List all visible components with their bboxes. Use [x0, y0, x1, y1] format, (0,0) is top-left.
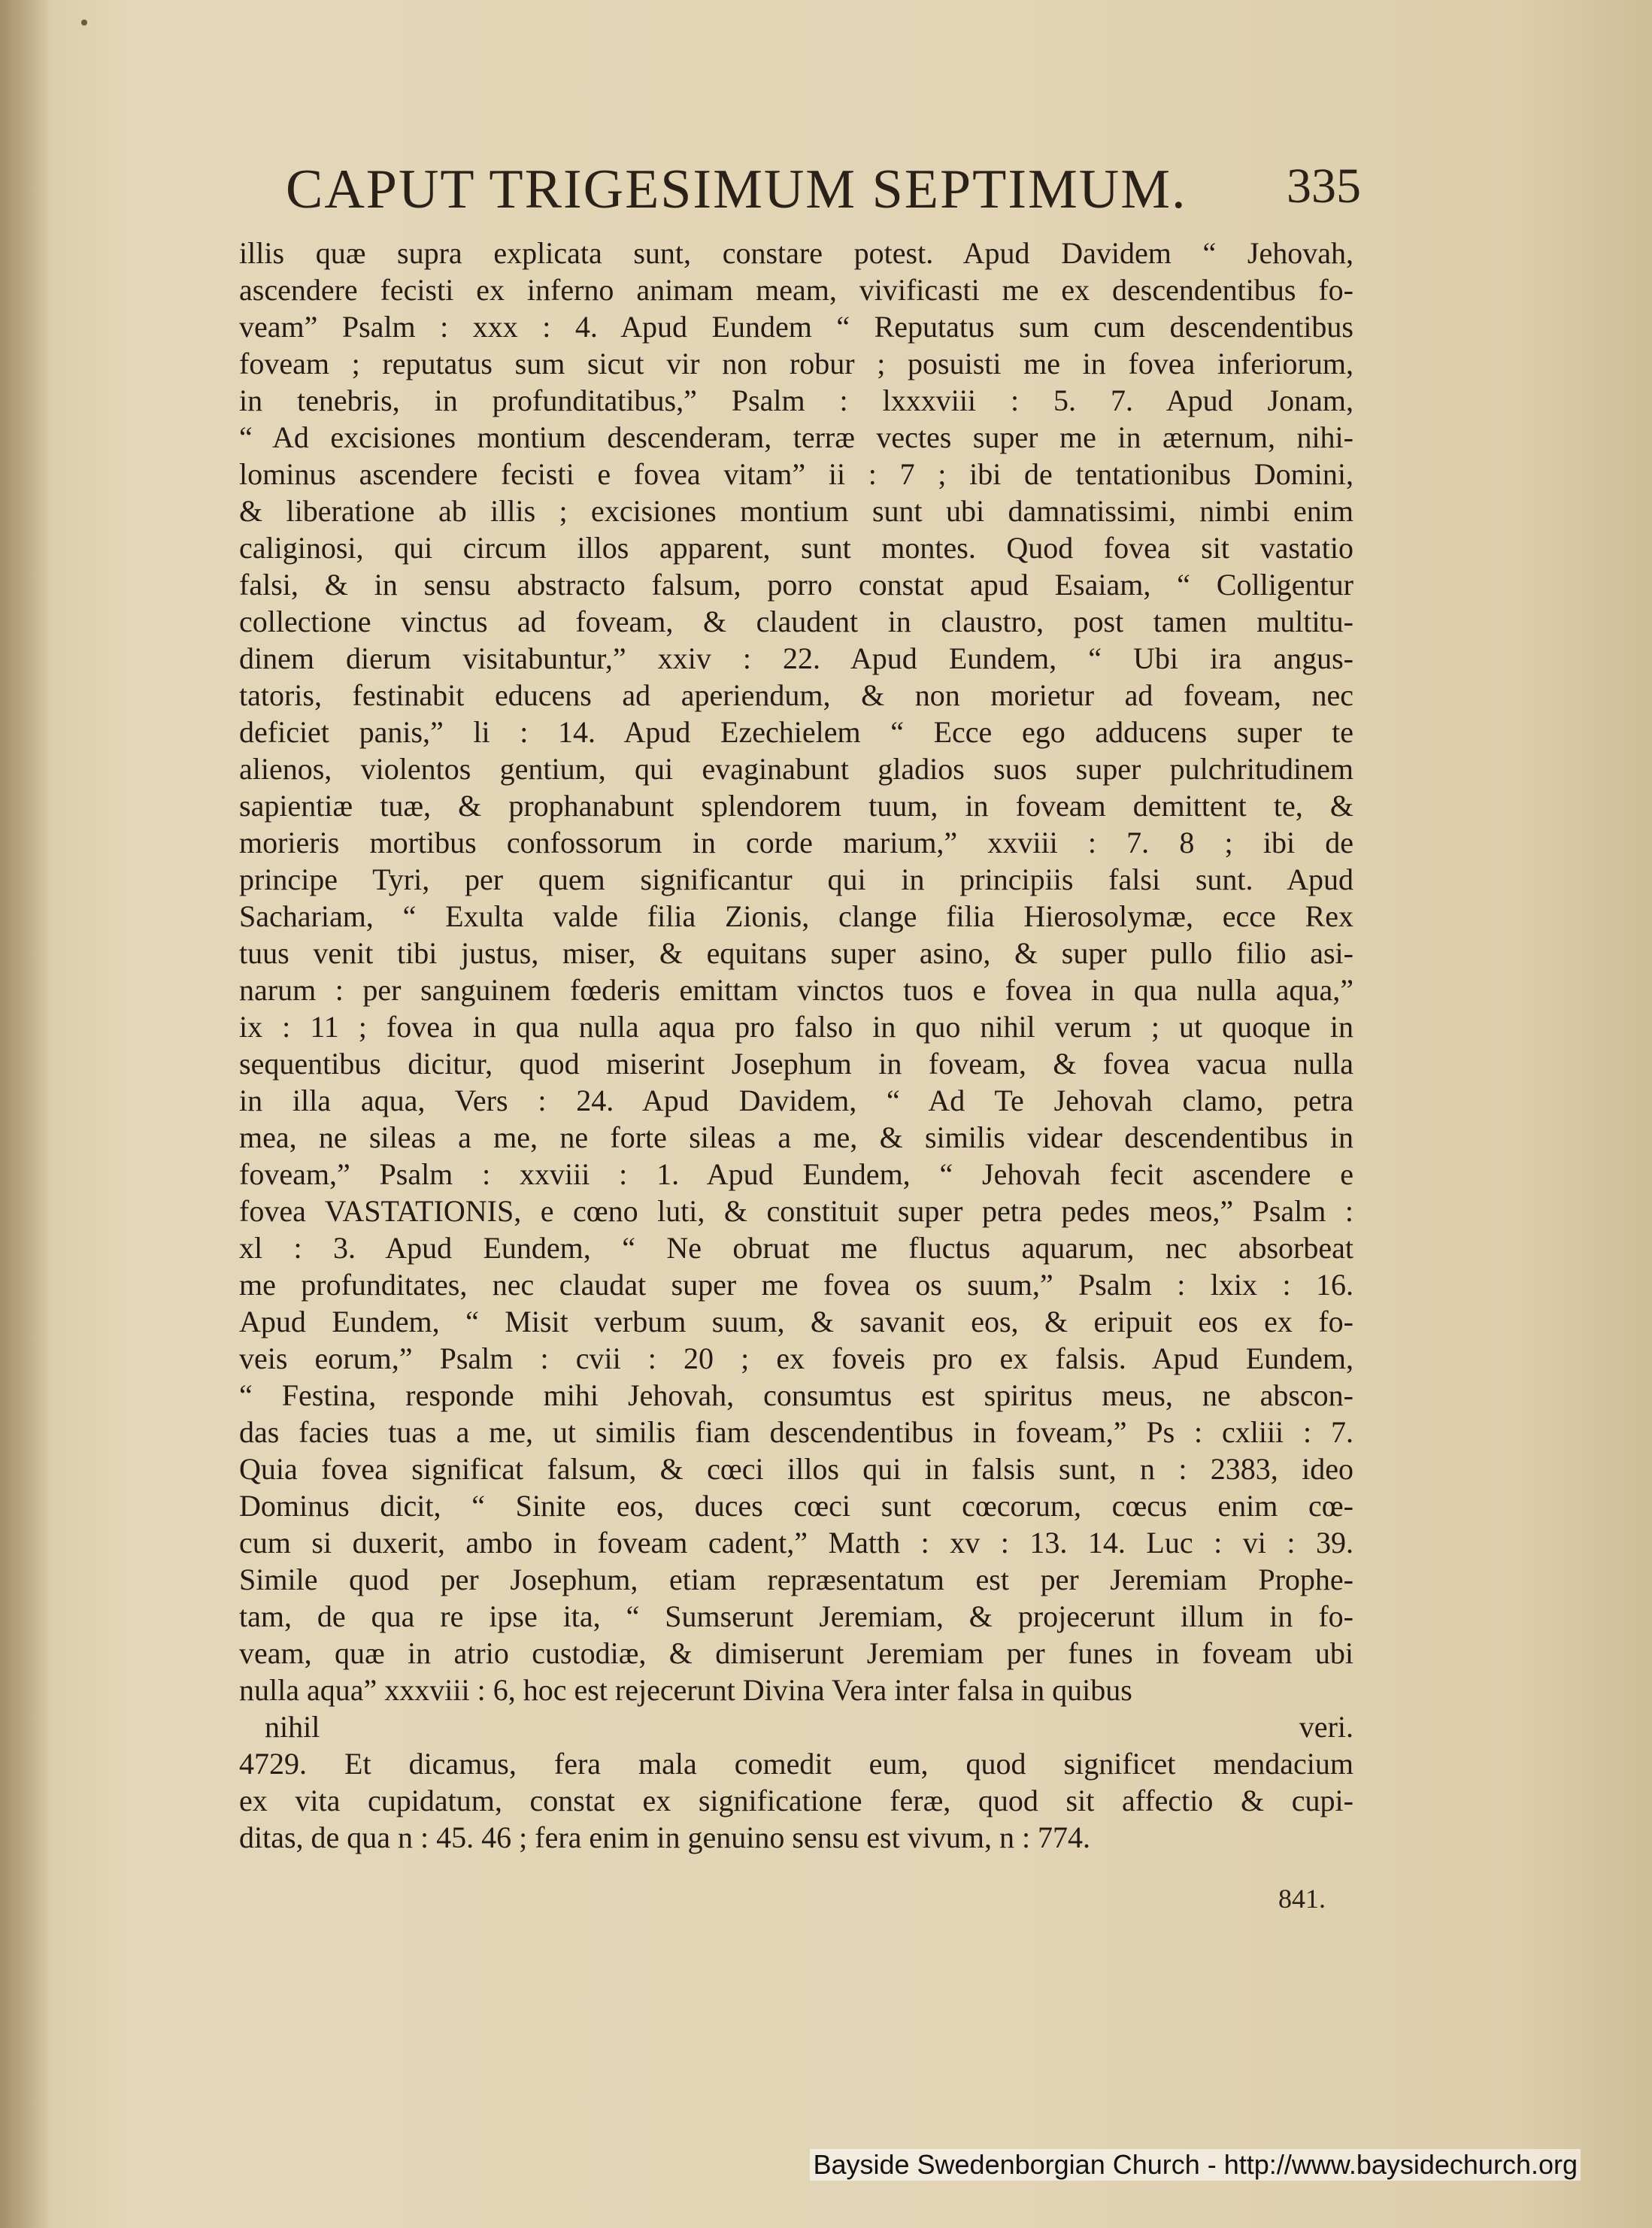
text-line: mea, ne sileas a me, ne forte sileas a me, & similis videar descendentibus in: [239, 1120, 1353, 1154]
text-line: in illa aqua, Vers : 24. Apud Davidem, “ Ad Te Jehovah clamo, petra: [239, 1084, 1353, 1117]
text-line: alienos, violentos gentium, qui evaginabunt gladios suos super pulchritudinem: [239, 752, 1353, 786]
text-line: foveam ; reputatus sum sicut vir non robur ; posuisti me in fovea inferiorum,: [239, 347, 1353, 380]
spine-shadow: [0, 0, 53, 2228]
text-line: xl : 3. Apud Eundem, “ Ne obruat me fluctus aquarum, nec absorbeat: [239, 1231, 1353, 1265]
page-speck: [81, 20, 87, 26]
text-line: fovea VASTATIONIS, e cœno luti, & constituit super petra pedes meos,” Psalm :: [239, 1194, 1353, 1228]
text-line: tam, de qua re ipse ita, “ Sumserunt Jeremiam, & projecerunt illum in fo-: [239, 1599, 1353, 1633]
text-line: Sachariam, “ Exulta valde filia Zionis, clange filia Hierosolymæ, ecce Rex: [239, 899, 1353, 933]
page-header: [286, 158, 1361, 226]
text-line: sapientiæ tuæ, & prophanabunt splendorem tuum, in foveam demittent te, &: [239, 789, 1353, 823]
text-line: collectione vinctus ad foveam, & claudent in claustro, post tamen multitu-: [239, 605, 1353, 638]
text-line: veis eorum,” Psalm : cvii : 20 ; ex foveis pro ex falsis. Apud Eundem,: [239, 1341, 1353, 1375]
text-line: nihil veri.: [265, 1710, 1353, 1744]
text-line: ix : 11 ; fovea in qua nulla aqua pro falso in quo nihil verum ; ut quoque in: [239, 1010, 1353, 1044]
running-title: CAPUT TRIGESIMUM SEPTIMUM.: [286, 159, 1187, 220]
text-line: principe Tyri, per quem significantur qui in principiis falsi sunt. Apud: [239, 862, 1353, 896]
text-line: veam, quæ in atrio custodiæ, & dimiserunt Jeremiam per funes in foveam ubi: [239, 1636, 1353, 1670]
text-line: illis quæ supra explicata sunt, constare potest. Apud Davidem “ Jehovah,: [239, 236, 1353, 270]
source-watermark: Bayside Swedenborgian Church - http://www.baysidechurch.org: [810, 2149, 1581, 2181]
text-line: ditas, de qua n : 45. 46 ; fera enim in genuino sensu est vivum, n : 774.: [239, 1820, 1091, 1854]
text-line: tatoris, festinabit educens ad aperiendum, & non morietur ad foveam, nec: [239, 678, 1353, 712]
text-line: veam” Psalm : xxx : 4. Apud Eundem “ Reputatus sum cum descendentibus: [239, 310, 1353, 344]
body-text: [239, 235, 1353, 1856]
text-line: cum si duxerit, ambo in foveam cadent,” Matth : xv : 13. 14. Luc : vi : 39.: [239, 1526, 1353, 1560]
text-line: ex vita cupidatum, constat ex significatione feræ, quod sit affectio & cupi-: [239, 1784, 1353, 1817]
text-line: in tenebris, in profunditatibus,” Psalm : lxxxviii : 5. 7. Apud Jonam,: [239, 383, 1353, 417]
text-line: Quia fovea significat falsum, & cœci illos qui in falsis sunt, n : 2383, ideo: [239, 1452, 1353, 1486]
text-line: narum : per sanguinem fœderis emittam vinctos tuos e fovea in qua nulla aqua,”: [239, 973, 1353, 1007]
text-line: sequentibus dicitur, quod miserint Josephum in foveam, & fovea vacua nulla: [239, 1047, 1353, 1081]
text-line: caliginosi, qui circum illos apparent, sunt montes. Quod fovea sit vastatio: [239, 531, 1353, 565]
text-line: tuus venit tibi justus, miser, & equitans super asino, & super pullo filio asi-: [239, 936, 1353, 970]
text-line: Dominus dicit, “ Sinite eos, duces cœci sunt cœcorum, cœcus enim cœ-: [239, 1489, 1353, 1523]
text-line: & liberatione ab illis ; excisiones montium sunt ubi damnatissimi, nimbi enim: [239, 494, 1353, 528]
text-line: dinem dierum visitabuntur,” xxiv : 22. Apud Eundem, “ Ubi ira angus-: [239, 641, 1353, 675]
text-line: lominus ascendere fecisti e fovea vitam” ii : 7 ; ibi de tentationibus Domini,: [239, 457, 1353, 491]
text-line: morieris mortibus confossorum in corde marium,” xxviii : 7. 8 ; ibi de: [239, 826, 1353, 859]
text-line: Simile quod per Josephum, etiam repræsentatum est per Jeremiam Prophe-: [239, 1563, 1353, 1596]
text-line: ascendere fecisti ex inferno animam meam, vivificasti me ex descendentibus fo-: [239, 273, 1353, 307]
text-line: deficiet panis,” li : 14. Apud Ezechielem “ Ecce ego adducens super te: [239, 715, 1353, 749]
text-line: 4729. Et dicamus, fera mala comedit eum, quod significet mendacium: [239, 1747, 1353, 1781]
text-line: das facies tuas a me, ut similis fiam descendentibus in foveam,” Ps : cxliii : 7.: [239, 1415, 1353, 1449]
text-line: nulla aqua” xxxviii : 6, hoc est rejecerunt Divina Vera inter falsa in quibus: [239, 1673, 1132, 1707]
text-line: foveam,” Psalm : xxviii : 1. Apud Eundem, “ Jehovah fecit ascendere e: [239, 1157, 1353, 1191]
text-line: “ Festina, responde mihi Jehovah, consumtus est spiritus meus, ne abscon-: [239, 1378, 1353, 1412]
text-line: Apud Eundem, “ Misit verbum suum, & savanit eos, & eripuit eos ex fo-: [239, 1305, 1353, 1338]
page-number: 335: [1287, 159, 1361, 214]
catchword: 841.: [1278, 1884, 1326, 1914]
text-line: falsi, & in sensu abstracto falsum, porro constat apud Esaiam, “ Colligentur: [239, 568, 1353, 602]
text-line: me profunditates, nec claudat super me fovea os suum,” Psalm : lxix : 16.: [239, 1268, 1353, 1302]
text-line: “ Ad excisiones montium descenderam, terræ vectes super me in æternum, nihi-: [239, 420, 1353, 454]
